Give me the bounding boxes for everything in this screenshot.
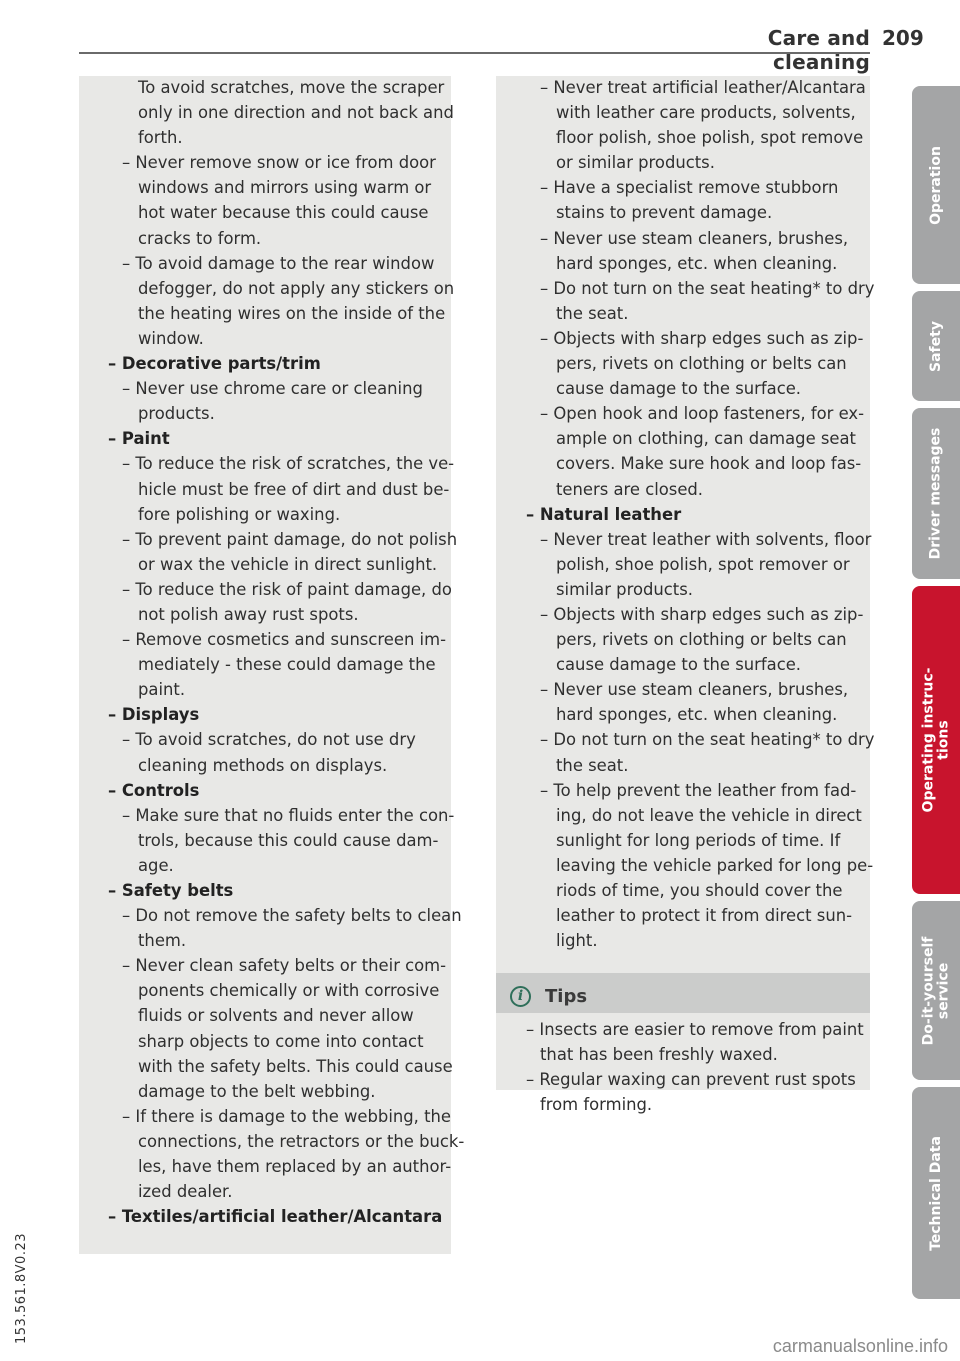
text-line: with leather care products, solvents, [556, 103, 856, 123]
text-line: – If there is damage to the webbing, the [122, 1106, 451, 1126]
text-line: them. [138, 931, 187, 951]
text-line: only in one direction and not back and [138, 103, 454, 123]
side-tab-1[interactable] [912, 291, 960, 401]
side-tab-label: Safety [927, 320, 944, 372]
tips-heading [510, 983, 587, 1009]
text-line: damage to the belt webbing. [138, 1081, 376, 1101]
text-line: the seat. [556, 755, 629, 775]
text-line: or wax the vehicle in direct sunlight. [138, 554, 438, 574]
text-line: age. [138, 855, 174, 875]
text-line: – Remove cosmetics and sunscreen im- [122, 630, 446, 650]
text-line: – Regular waxing can prevent rust spots [526, 1070, 856, 1090]
text-line: – To reduce the risk of scratches, the ve- [122, 454, 455, 474]
side-tab-label: Technical Data [927, 1135, 944, 1251]
text-line: cause damage to the surface. [556, 379, 801, 399]
text-line: cleaning methods on displays. [138, 755, 388, 775]
text-line: To avoid scratches, move the scraper [138, 78, 445, 97]
tips-title: Tips [545, 985, 588, 1007]
left-column-text [92, 75, 465, 1229]
text-line: hard sponges, etc. when cleaning. [556, 253, 838, 273]
side-tab-label: Do-it-yourself service [920, 936, 951, 1045]
info-icon: i [510, 986, 531, 1007]
text-line: covers. Make sure hook and loop fas- [556, 454, 862, 474]
side-tab-4[interactable] [912, 901, 960, 1080]
side-tab-3[interactable] [912, 586, 960, 894]
text-line: from forming. [540, 1095, 653, 1115]
section-heading: – Textiles/artificial leather/Alcantara [108, 1207, 443, 1227]
text-line: fluids or solvents and never allow [138, 1006, 414, 1026]
text-line: fore polishing or waxing. [138, 504, 341, 524]
section-heading: – Paint [108, 429, 170, 449]
text-line: connections, the retractors or the buck- [138, 1131, 465, 1151]
section-heading: – Controls [108, 780, 200, 800]
text-line: ized dealer. [138, 1182, 233, 1202]
text-line: pers, rivets on clothing or belts can [556, 354, 847, 374]
text-line: – Do not remove the safety belts to clean [122, 906, 462, 926]
text-line: – Objects with sharp edges such as zip- [540, 604, 864, 624]
text-line: mediately - these could damage the [138, 655, 436, 675]
text-line: defogger, do not apply any stickers on [138, 278, 455, 298]
text-line: or similar products. [556, 153, 715, 173]
text-line: trols, because this could cause dam- [138, 830, 439, 850]
text-line: similar products. [556, 579, 693, 599]
text-line: – Do not turn on the seat heating* to dry [540, 278, 875, 298]
text-line: stains to prevent damage. [556, 203, 773, 223]
text-line: – To reduce the risk of paint damage, do [122, 579, 452, 599]
text-line: light. [556, 931, 598, 951]
text-line: – Never clean safety belts or their com- [122, 956, 447, 976]
text-line: riods of time, you should cover the [556, 881, 843, 900]
text-line: – Have a specialist remove stubborn [540, 178, 839, 198]
text-line: – Never treat artificial leather/Alcantara [540, 78, 866, 97]
text-line: – Never treat leather with solvents, floor [540, 529, 872, 549]
text-line: – Make sure that no fluids enter the con- [122, 805, 455, 825]
text-line: les, have them replaced by an author- [138, 1157, 452, 1177]
section-title: Care and cleaning [767, 26, 870, 74]
text-line: sunlight for long periods of time. If [556, 830, 841, 850]
text-line: – To avoid scratches, do not use dry [122, 730, 416, 750]
text-line: hot water because this could cause [138, 203, 429, 223]
text-line: products. [138, 404, 215, 424]
text-line: – Never use steam cleaners, brushes, [540, 228, 849, 248]
text-line: – Do not turn on the seat heating* to dry [540, 730, 875, 750]
text-line: leaving the vehicle parked for long pe- [556, 855, 874, 875]
text-line: – To avoid damage to the rear window [122, 253, 435, 273]
text-line: pers, rivets on clothing or belts can [556, 630, 847, 650]
side-tab-0[interactable] [912, 86, 960, 284]
section-heading: – Natural leather [526, 504, 682, 524]
section-heading: – Decorative parts/trim [108, 354, 321, 374]
text-line: floor polish, shoe polish, spot remove [556, 128, 864, 148]
document-code: 153.561.8V0.23 [14, 1233, 29, 1344]
header-rule [79, 52, 870, 54]
side-tab-label: Operation [927, 145, 944, 225]
text-line: ample on clothing, can damage seat [556, 429, 856, 449]
side-tab-label: Operating instruc- tions [920, 667, 951, 813]
section-heading: – Displays [108, 705, 200, 725]
text-line: polish, shoe polish, spot remover or [556, 554, 850, 574]
watermark: carmanualsonline.info [772, 1336, 948, 1356]
text-line: teners are closed. [556, 479, 704, 499]
text-line: not polish away rust spots. [138, 604, 359, 624]
text-line: cause damage to the surface. [556, 655, 801, 675]
side-tab-5[interactable] [912, 1087, 960, 1299]
text-line: sharp objects to come into contact [138, 1031, 424, 1051]
text-line: ponents chemically or with corrosive [138, 981, 440, 1001]
text-line: – To help prevent the leather from fad- [540, 780, 857, 800]
side-tab-label: Driver messages [927, 427, 944, 560]
text-line: – Never remove snow or ice from door [122, 153, 436, 173]
text-line: with the safety belts. This could cause [138, 1056, 453, 1076]
text-line: – Objects with sharp edges such as zip- [540, 328, 864, 348]
text-line: – Never use chrome care or cleaning [122, 379, 423, 399]
text-line: the heating wires on the inside of the [138, 303, 446, 323]
text-line: forth. [138, 128, 183, 148]
section-heading: – Safety belts [108, 881, 234, 900]
page-number: 209 [882, 26, 924, 50]
text-line: – Never use steam cleaners, brushes, [540, 680, 849, 700]
text-line: – Open hook and loop fasteners, for ex- [540, 404, 865, 424]
text-line: window. [138, 328, 204, 348]
tips-text [510, 1017, 862, 1117]
text-line: that has been freshly waxed. [540, 1045, 778, 1065]
text-line: hicle must be free of dirt and dust be- [138, 479, 450, 499]
text-line: hard sponges, etc. when cleaning. [556, 705, 838, 725]
side-tab-2[interactable] [912, 408, 960, 579]
right-column-text [510, 75, 875, 953]
text-line: – Insects are easier to remove from paint [526, 1020, 864, 1039]
text-line: paint. [138, 680, 186, 700]
text-line: cracks to form. [138, 228, 262, 248]
text-line: ing, do not leave the vehicle in direct [556, 805, 862, 825]
text-line: windows and mirrors using warm or [138, 178, 432, 198]
text-line: the seat. [556, 303, 629, 323]
text-line: leather to protect it from direct sun- [556, 906, 853, 926]
text-line: – To prevent paint damage, do not polish [122, 529, 458, 549]
